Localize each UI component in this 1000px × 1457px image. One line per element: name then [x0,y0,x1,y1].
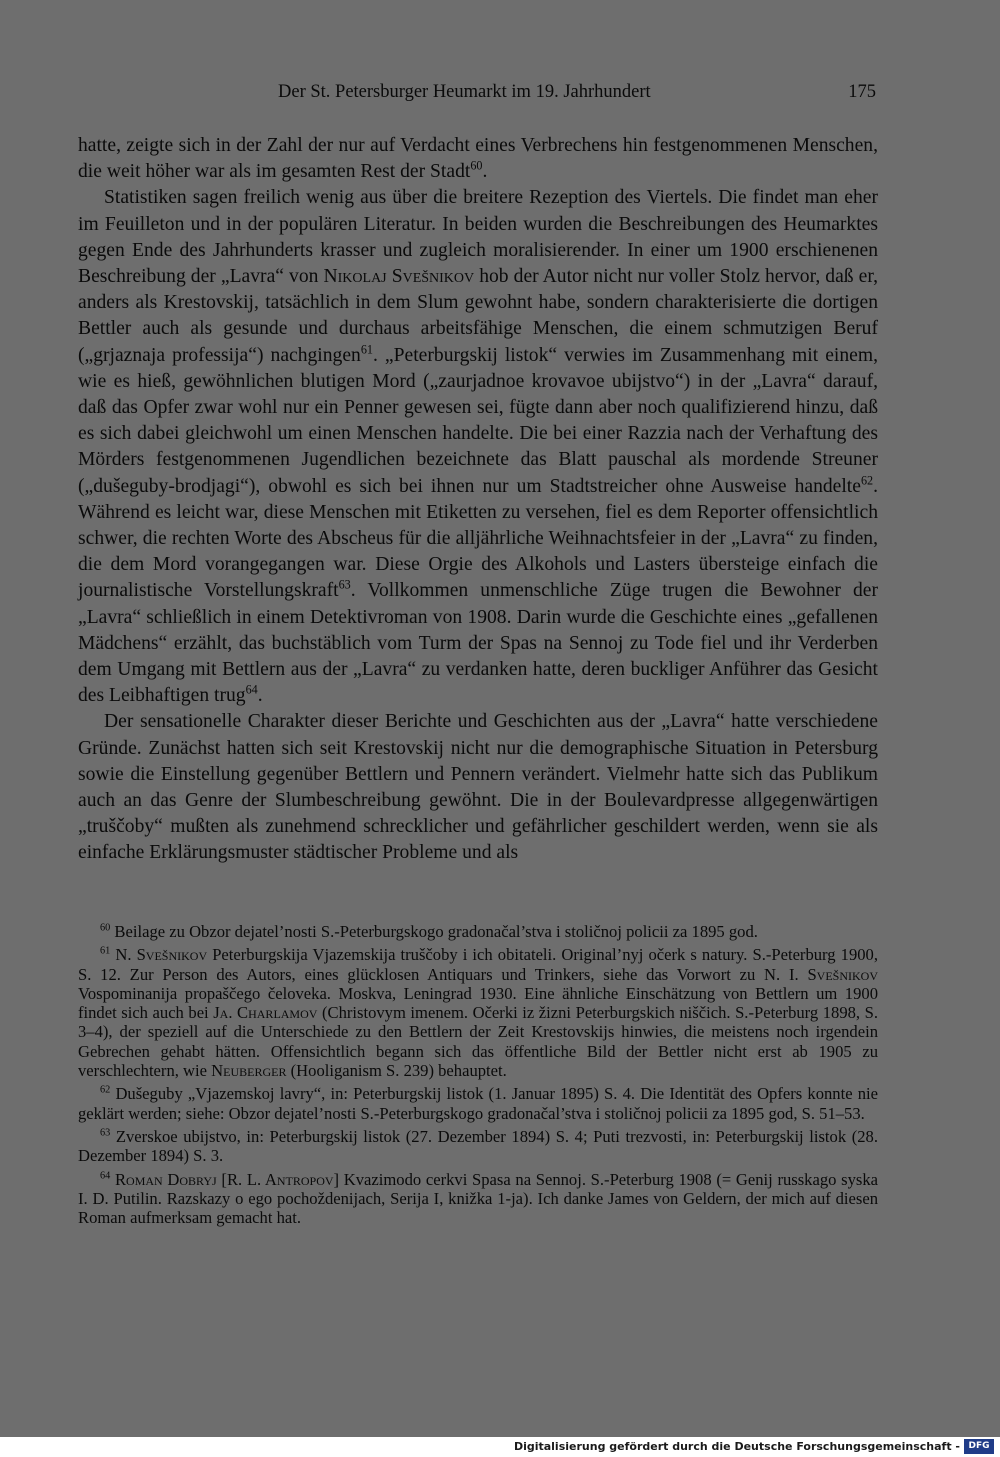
footnote-text: Beilage zu Obzor dejatel’nosti S.-Peterburgskogo gradonačal’stva i stoličnoj policii za 1895 god. [110,922,758,941]
footnote-61 [78,945,878,1080]
footnote-text: Dušeguby „Vjazemskoj lavry“, in: Peterburgskij listok (1. Januar 1895) S. 4. Die Identität des Opfers konnte nie geklärt werden; siehe: Obzor dejatel’nosti S.-Peterburgskogo gradonačal’stva i stoličnoj policii za 1895 god, S. 51–53. [78,1084,878,1123]
paragraph-2 [78,185,878,709]
paragraph-1 [78,133,878,185]
footnote-text: Peterburgskija Vjazemskija truščoby i ich obitateli. Original’nyj očerk s natury. S.-Peterburg 1900, S. 12. Zur Person des Autors, eines glücklosen Antiquars und Trinkers, siehe das Vorwort zu N. I. [78,945,878,984]
text-run: . „Peterburgskij listok“ verwies im Zusammenhang mit einem, wie es hieß, gewöhnlichen blutigen Mord („zaurjadnoe krovavoe ubijstvo“) in der „Lavra“ darauf, daß das Opfer zwar wohl nur ein Penner gewesen sei, fügte dann aber noch qualifizierend hinzu, daß es sich dabei gleichwohl um einen Menschen handelte. Die bei einer Razzia nach der Verhaftung des Mörders festgenommenen Jugendlichen bezeichnete das Blatt pauschal als mordende Streuner („dušeguby-brodjagi“), obwohl es sich bei ihnen nur um Stadtstreicher ohne Ausweise handelte [78,344,878,497]
running-header [78,82,878,110]
text-run: Statistiken sagen freilich wenig aus über die breitere Rezeption des Viertels. Die findet man eher im Feuilleton und in der populären Literatur. In beiden wurden die Beschreibungen des Heumarktes gegen Ende des Jahrhunderts krasser und zugleich moralisierender. In einer um 1900 erschienenen Beschreibung der „Lavra“ von [78,187,878,288]
page-number: 175 [848,82,876,102]
footnote-ref-64: 64 [245,682,258,697]
text-run: Der sensationelle Charakter dieser Berichte und Geschichten aus der „Lavra“ hatte verschiedene Gründe. Zunächst hatten sich seit Krestovskij nicht nur die demographische Situation in Petersburg sowie die Einstellung gegenüber Bettlern und Pennern verändert. Vielmehr hatte sich das Publikum auch an das Genre der Slumbeschreibung gewöhnt. Die in der Boulevardpresse allgegenwärtigen „truščoby“ mußten als zunehmend schrecklicher und gefährlicher geschildert werden, wenn sie als einfache Erklärungsmuster städtischer Probleme und als [78,711,878,864]
author-name: Roman Dobryj [114,1169,217,1189]
footnote-text: ] Kvazimodo cerkvi Spasa na Sennoj. S.-Peterburg 1908 (= Genij russkago syska I. D. Putilin. Razskazy o ego pochoždenijach, Serija I, knižka 1-ja). Ich danke James von Geldern, der mich auf diesen Roman aufmerksam gemacht hat. [78,1169,878,1228]
running-title: Der St. Petersburger Heumarkt im 19. Jahrhundert [278,82,651,102]
author-name: Nikolaj Svešnikov [323,266,475,288]
author-name: Svešnikov [807,964,878,984]
footnote-text: (Hooliganism S. 239) behauptet. [286,1061,507,1081]
footnote-60 [78,922,878,941]
author-name: R. L. Antropov [226,1169,334,1189]
text-run: . [482,161,488,183]
footnote-text: Zverskoe ubijstvo, in: Peterburgskij listok (27. Dezember 1894) S. 4; Puti trezvosti, in: Peterburgskij listok (28. Dezember 1894) S. 3. [78,1126,878,1166]
footnote-ref-60: 60 [470,158,483,173]
footnotes [78,922,878,1231]
footnote-ref-62: 62 [860,473,874,488]
footnote-62 [78,1084,878,1123]
main-text [78,133,878,867]
text-run: . Vollkommen unmenschliche Züge trugen die Bewohner der „Lavra“ schließlich in einem Detektivroman von 1908. Darin wurde die Geschichte eines „gefallenen Mädchens“ erzählt, das buchstäblich vom Turm der Spas na Sennoj zu Tode fiel und ihr Verderben dem Umgang mit Bettlern aus der „Lavra“ zu verdanken hatte, deren buckliger Anführer das Gesicht des Leibhaftigen trug [78,580,878,707]
footnote-number: 62 [100,1084,111,1096]
text-run: . Während es leicht war, diese Menschen mit Etiketten zu versehen, fiel es dem Reporter offensichtlich schwer, die rechten Worte des Abscheus für die alljährliche Weihnachtsfeier in der „Lavra“ zu finden, die dem Mord vorangegangen war. Diese Orgie des Alkohols und Lasters übersteige einfach die journalistische Vorstellungskraft [78,475,878,602]
footnote-text: (Christovym imenem. Očerki iz žizni Peterburgskich niščich. S.-Peterburg 1898, S. 3–4), der speziell auf die Unterschiede zu den Bettlern der Zeit Krestovskijs hinwies, die meistens noch irgendein Gebrechen gehabt hätten. Offensichtlich begann sich das öffentliche Bild der Bettler nicht erst ab 1905 zu verschlechtern, wie [78,1003,878,1081]
footnote-63 [78,1127,878,1166]
footnote-number: 61 [100,945,111,957]
footnote-number: 60 [100,922,111,934]
text-run: hob der Autor nicht nur voller Stolz hervor, daß er, anders als Krestovskij, tatsächlich in dem Slum gewohnt habe, sondern charakterisierte die dortigen Bettler auch als gesunde und durchaus arbeitsfähige Menschen, die einem schmutzigen Beruf („grjaznaja professija“) nachgingen [78,266,878,366]
paragraph-3 [78,709,878,866]
author-name: Ja. Charlamov [213,1003,318,1023]
footnote-number: 64 [100,1170,111,1182]
footnote-ref-63: 63 [338,577,351,592]
footnote-64 [78,1170,878,1228]
footnote-number: 63 [100,1127,111,1139]
digitization-footer [0,1437,1000,1457]
text-run: . [257,685,263,707]
author-name: N. Svešnikov [115,945,208,965]
text-run: hatte, zeigte sich in der Zahl der nur auf Verdacht eines Verbrechens hin festgenommenen Menschen, die weit höher war als im gesamten Rest der Stadt [78,135,878,183]
dfg-logo-icon: DFG [964,1439,994,1454]
dfg-credit: Digitalisierung gefördert durch die Deutsche Forschungsgemeinschaft - [513,1440,960,1453]
author-name: Neuberger [211,1061,287,1081]
footnote-text: [ [216,1169,227,1189]
footnote-ref-61: 61 [360,342,373,357]
footnote-text: Vospominanija propaščego čeloveka. Moskva, Leningrad 1930. Eine ähnliche Einschätzung von Bettlern um 1900 findet sich auch bei [78,983,878,1023]
